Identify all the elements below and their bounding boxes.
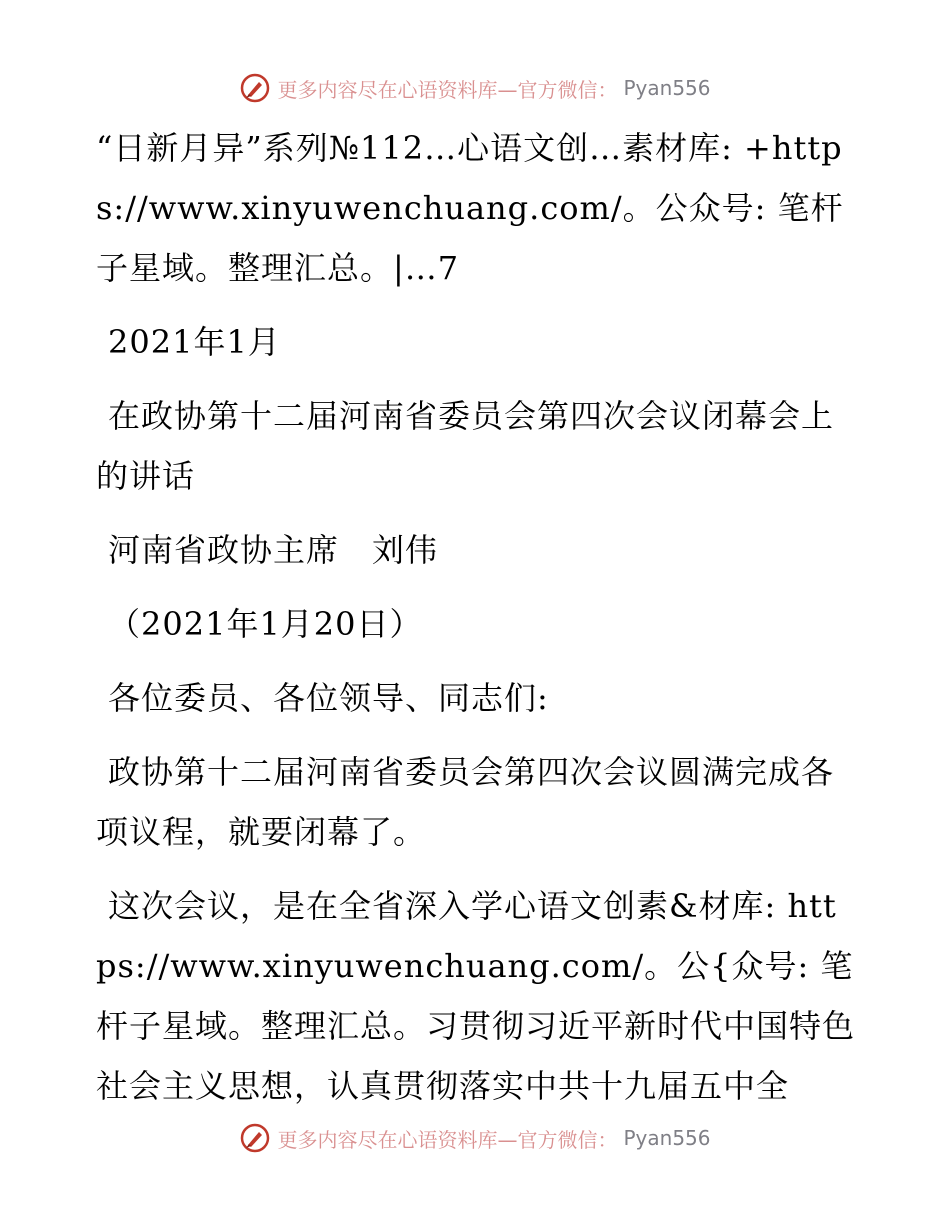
speaker-line: 河南省政协主席 刘伟	[108, 531, 439, 569]
watermark-text: 更多内容尽在心语资料库—官方微信：	[277, 77, 618, 102]
body-paragraph-1: 政协第十二届河南省委员会第四次会议圆满完成各项议程，就要闭幕了。	[96, 753, 835, 851]
document-body	[96, 118, 856, 1130]
footer-watermark	[0, 1122, 950, 1154]
series-header-paragraph: “日新月异”系列№112…心语文创…素材库: +https://www.xinyuwenchuang.com/。公众号: 笔杆子星域。整理汇总。|…7	[96, 129, 844, 287]
header-watermark	[0, 72, 950, 104]
salutation: 各位委员、各位领导、同志们:	[108, 679, 549, 717]
watermark-wechat-id: Pyan556	[623, 1126, 711, 1150]
watermark-wechat-id: Pyan556	[623, 76, 711, 100]
date-line: 2021年1月	[108, 323, 281, 361]
watermark-text: 更多内容尽在心语资料库—官方微信：	[277, 1127, 618, 1152]
pen-logo-icon	[239, 72, 271, 104]
body-paragraph-2: 这次会议，是在全省深入学心语文创素&材库: https://www.xinyuwenchuang.com/。公{众号: 笔杆子星域。整理汇总。习贯彻习近平新时代中国特色社会主义思想，认真贯彻落实中共十九届五中全	[96, 887, 856, 1105]
speech-title: 在政协第十二届河南省委员会第四次会议闭幕会上的讲话	[96, 397, 835, 495]
pen-logo-icon	[239, 1122, 271, 1154]
speech-date: （2021年1月20日）	[108, 605, 423, 643]
